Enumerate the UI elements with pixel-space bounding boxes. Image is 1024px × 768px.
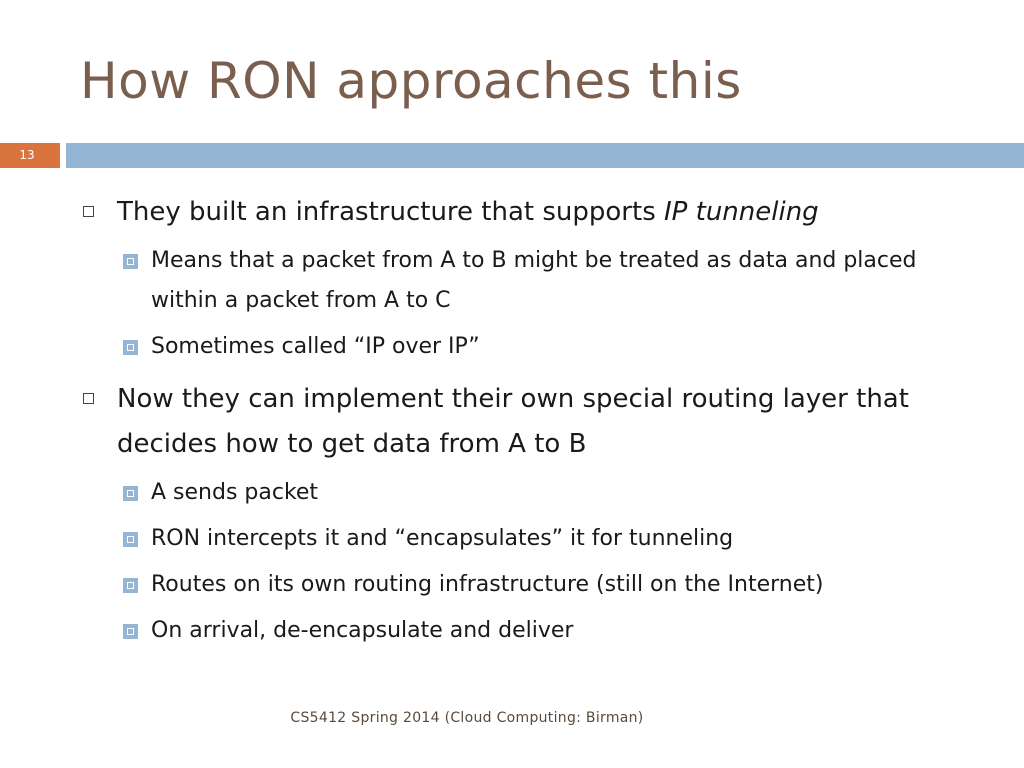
slide-content xyxy=(80,190,980,651)
square-bullet-icon xyxy=(123,340,138,355)
bullet-1-text: They built an infrastructure that supports xyxy=(117,197,665,227)
square-bullet-icon xyxy=(123,532,138,547)
sub-bullet-text: On arrival, de-encapsulate and deliver xyxy=(151,618,574,643)
hollow-square-bullet-icon xyxy=(83,206,94,217)
bullet-1 xyxy=(80,190,980,235)
slide-footer xyxy=(0,710,1024,726)
sub-bullet-text: Sometimes called “IP over IP” xyxy=(151,334,480,359)
sub-bullet-2-4 xyxy=(151,611,980,651)
square-bullet-icon xyxy=(123,254,138,269)
sub-bullet-1-2 xyxy=(151,327,980,367)
bullet-2 xyxy=(80,377,980,467)
sub-bullet-text: Routes on its own routing infrastructure (still on the Internet) xyxy=(151,572,824,597)
sub-bullet-2-2 xyxy=(151,519,980,559)
sub-bullet-text: RON intercepts it and “encapsulates” it for tunneling xyxy=(151,526,734,551)
bullet-1-emphasis: IP tunneling xyxy=(664,197,819,227)
footer-text: CS5412 Spring 2014 (Cloud Computing: Birman) xyxy=(290,710,644,726)
sub-bullet-text: Means that a packet from A to B might be treated as data and placed within a packet from A to C xyxy=(151,248,917,313)
bullet-2-text: Now they can implement their own special routing layer that decides how to get data from A to B xyxy=(117,384,909,459)
square-bullet-icon xyxy=(123,486,138,501)
sub-bullet-2-3 xyxy=(151,565,980,605)
header-bar xyxy=(66,143,1024,168)
sub-bullet-1-1 xyxy=(151,241,980,321)
square-bullet-icon xyxy=(123,624,138,639)
sub-bullet-text: A sends packet xyxy=(151,480,319,505)
hollow-square-bullet-icon xyxy=(83,393,94,404)
slide-title: How RON approaches this xyxy=(80,52,742,110)
sub-bullet-2-1 xyxy=(151,473,980,513)
slide-number: 13 xyxy=(0,143,60,168)
square-bullet-icon xyxy=(123,578,138,593)
